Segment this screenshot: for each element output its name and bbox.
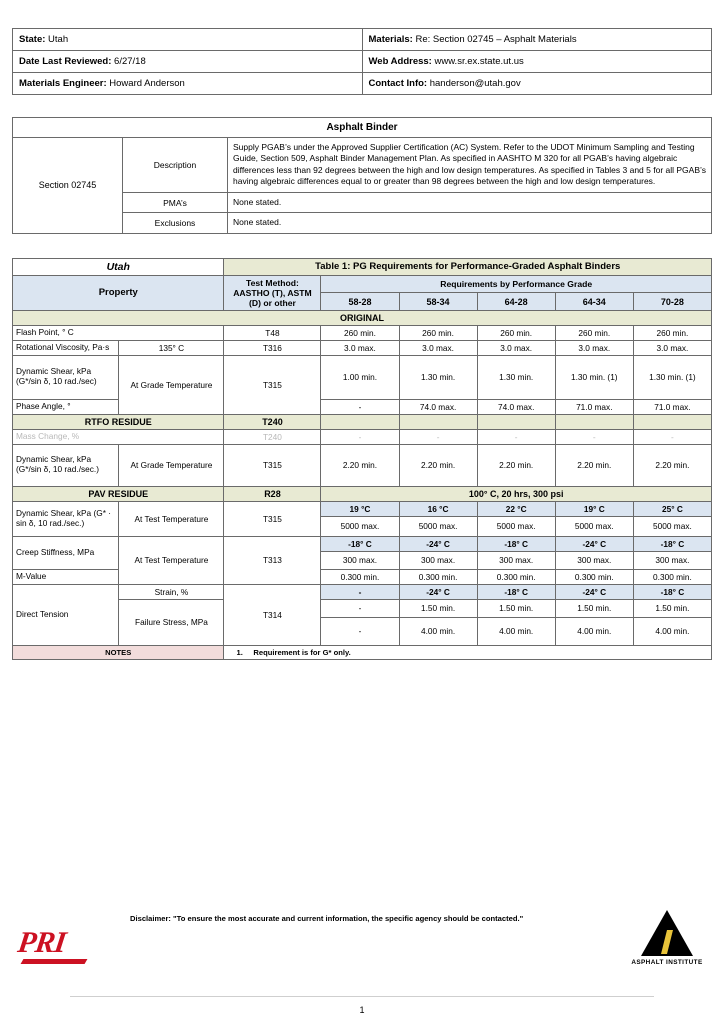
cell-value: 1.00 min.	[321, 355, 399, 399]
cell-value: 3.0 max.	[399, 340, 477, 355]
row-dynamic-shear-orig-label: Dynamic Shear, kPa (G*/sin δ, 10 rad./sec)	[13, 355, 119, 399]
cell-temp: -	[321, 584, 399, 599]
band-notes: NOTES	[13, 645, 224, 659]
row-dynamic-shear-pav-condition: At Test Temperature	[119, 501, 224, 536]
header-value: Utah	[48, 34, 69, 45]
cell-value: 3.0 max.	[555, 340, 633, 355]
table-row	[13, 340, 712, 355]
cell-value: 2.20 min.	[555, 444, 633, 486]
pg-state-label: Utah	[13, 258, 224, 275]
cell-temp: 19 °C	[321, 501, 399, 516]
row-creep-stiffness-method: T313	[224, 536, 321, 584]
pg-requirements-header: Requirements by Performance Grade	[321, 275, 712, 293]
cell-value: -	[477, 429, 555, 444]
cell-value: 2.20 min.	[477, 444, 555, 486]
footer-divider	[70, 996, 654, 997]
table-row	[13, 118, 712, 138]
cell-value: -	[555, 429, 633, 444]
row-mass-change-label: Mass Change, %	[13, 429, 224, 444]
cell-value: 0.300 min.	[321, 569, 399, 584]
row-dynamic-shear-orig-condition: At Grade Temperature	[119, 355, 224, 414]
cell-value: 1.50 min.	[477, 599, 555, 617]
table-row	[13, 138, 712, 193]
band-rtfo-method: T240	[224, 414, 321, 429]
cell-value: 2.20 min.	[633, 444, 711, 486]
band-rtfo-filler	[477, 414, 555, 429]
band-rtfo-filler	[321, 414, 399, 429]
asphalt-binder-table	[12, 117, 712, 234]
row-direct-tension-sub-stress: Failure Stress, MPa	[119, 599, 224, 645]
table-row	[13, 51, 712, 73]
pg-grade-header-4: 70-28	[633, 293, 711, 311]
cell-value: 260 min.	[555, 325, 633, 340]
row-direct-tension-method: T314	[224, 584, 321, 645]
table-row	[13, 355, 712, 399]
header-cell-materials-engineer	[13, 73, 363, 95]
band-rtfo-filler	[555, 414, 633, 429]
page-number: 1	[359, 1005, 365, 1015]
cell-value: 2.20 min.	[321, 444, 399, 486]
cell-temp: 16 °C	[399, 501, 477, 516]
row-direct-tension-label: Direct Tension	[13, 584, 119, 645]
cell-value: 1.30 min. (1)	[555, 355, 633, 399]
cell-value: 260 min.	[399, 325, 477, 340]
pg-table-title: Table 1: PG Requirements for Performance-Graded Asphalt Binders	[224, 258, 712, 275]
cell-value: 0.300 min.	[477, 569, 555, 584]
header-label: Date Last Reviewed:	[19, 56, 112, 67]
band-pav-condition: 100° C, 20 hrs, 300 psi	[321, 486, 712, 501]
header-cell-state	[13, 29, 363, 51]
row-m-value-label: M-Value	[13, 569, 119, 584]
binder-pma-value: None stated.	[228, 192, 712, 212]
header-value: Howard Anderson	[109, 78, 185, 89]
pri-logo	[15, 926, 88, 968]
row-rotational-viscosity-method: T316	[224, 340, 321, 355]
page-footer	[12, 900, 712, 1025]
binder-exclusions-value: None stated.	[228, 213, 712, 233]
band-rtfo: RTFO RESIDUE	[13, 414, 224, 429]
cell-value: 5000 max.	[399, 516, 477, 536]
cell-value: 0.300 min.	[555, 569, 633, 584]
cell-value: 300 max.	[321, 551, 399, 569]
cell-value: 260 min.	[477, 325, 555, 340]
cell-temp: -24° C	[399, 536, 477, 551]
binder-description-value: Supply PGAB’s under the Approved Supplier Certification (AC) System. Refer to the UDOT Minimum Sampling and Testing Guide, Section 509, Asphalt Binder Management Plan. As specified in AASHTO M 320 for all PGAB’s having algebraic differences less than 92 degrees between the high and low design temperatures. As specified in Tables 3 and 5 for all PGAB’s having algebraic differences equal to or greater than 98 degrees between the high and low design temperatures.	[228, 138, 712, 193]
slash-icon	[661, 930, 673, 954]
note-number: 1.	[236, 647, 243, 657]
cell-value: 5000 max.	[633, 516, 711, 536]
table-row	[13, 399, 712, 414]
cell-value: -	[321, 599, 399, 617]
row-dynamic-shear-rtfo-label: Dynamic Shear, kPa (G*/sin δ, 10 rad./sec.)	[13, 444, 119, 486]
pg-grade-header-2: 64-28	[477, 293, 555, 311]
cell-value: 1.30 min.	[477, 355, 555, 399]
table-row	[13, 486, 712, 501]
cell-value: 5000 max.	[321, 516, 399, 536]
table-row	[13, 536, 712, 551]
asphalt-institute-name: ASPHALT INSTITUTE	[631, 959, 703, 966]
cell-value: -	[321, 429, 399, 444]
cell-temp: -24° C	[555, 536, 633, 551]
binder-row-label: Exclusions	[123, 213, 228, 233]
band-pav: PAV RESIDUE	[13, 486, 224, 501]
pg-test-method-header: Test Method: AASTHO (T), ASTM (D) or other	[224, 275, 321, 310]
table-row	[13, 569, 712, 584]
cell-value: 5000 max.	[477, 516, 555, 536]
cell-temp: -18° C	[633, 536, 711, 551]
asphalt-binder-title: Asphalt Binder	[13, 118, 712, 138]
row-phase-angle-label: Phase Angle, °	[13, 399, 119, 414]
row-creep-stiffness-condition: At Test Temperature	[119, 536, 224, 584]
table-row	[13, 584, 712, 599]
cell-value: 4.00 min.	[555, 617, 633, 645]
header-cell-materials	[362, 29, 712, 51]
header-value: www.sr.ex.state.ut.us	[434, 56, 524, 67]
band-pav-method: R28	[224, 486, 321, 501]
pri-logo-text: PRI	[15, 926, 68, 959]
cell-value: 0.300 min.	[399, 569, 477, 584]
table-row	[13, 414, 712, 429]
header-value: handerson@utah.gov	[429, 78, 521, 89]
pg-grade-header-0: 58-28	[321, 293, 399, 311]
cell-value: 3.0 max.	[633, 340, 711, 355]
band-original: ORIGINAL	[13, 310, 712, 325]
header-label: Materials:	[368, 34, 413, 45]
table-row	[13, 29, 712, 51]
cell-temp: 19° C	[555, 501, 633, 516]
row-dynamic-shear-pav-label: Dynamic Shear, kPa (G* · sin δ, 10 rad./sec.)	[13, 501, 119, 536]
cell-temp: -18° C	[321, 536, 399, 551]
cell-value: 0.300 min.	[633, 569, 711, 584]
cell-value: 71.0 max.	[555, 399, 633, 414]
cell-value: 260 min.	[633, 325, 711, 340]
cell-value: 4.00 min.	[399, 617, 477, 645]
header-label: Materials Engineer:	[19, 78, 107, 89]
row-dynamic-shear-pav-method: T315	[224, 501, 321, 536]
row-mass-change-method: T240	[224, 429, 321, 444]
table-row	[13, 444, 712, 486]
row-flash-point-label: Flash Point, ° C	[13, 325, 224, 340]
header-label: Contact Info:	[368, 78, 428, 89]
cell-value: 260 min.	[321, 325, 399, 340]
band-rtfo-filler	[399, 414, 477, 429]
cell-temp: 25° C	[633, 501, 711, 516]
cell-temp: -24° C	[399, 584, 477, 599]
header-value: 6/27/18	[114, 56, 146, 67]
cell-value: 300 max.	[633, 551, 711, 569]
row-rotational-viscosity-condition: 135° C	[119, 340, 224, 355]
cell-temp: -18° C	[477, 584, 555, 599]
binder-row-label: PMA’s	[123, 192, 228, 212]
header-cell-date-reviewed	[13, 51, 363, 73]
row-flash-point-method: T48	[224, 325, 321, 340]
cell-value: -	[321, 399, 399, 414]
cell-value: 1.50 min.	[633, 599, 711, 617]
row-creep-stiffness-label: Creep Stiffness, MPa	[13, 536, 119, 569]
header-label: Web Address:	[368, 56, 432, 67]
row-dynamic-shear-orig-method: T315	[224, 355, 321, 414]
header-value: Re: Section 02745 – Asphalt Materials	[415, 34, 577, 45]
pg-grade-header-1: 58-34	[399, 293, 477, 311]
cell-value: -	[633, 429, 711, 444]
pg-grade-header-3: 64-34	[555, 293, 633, 311]
cell-temp: -24° C	[555, 584, 633, 599]
table-row	[13, 310, 712, 325]
header-cell-contact-info	[362, 73, 712, 95]
disclaimer-text: Disclaimer: "To ensure the most accurate and current information, the specific agency should be contacted."	[130, 914, 524, 923]
notes-content	[224, 645, 712, 659]
header-cell-web-address	[362, 51, 712, 73]
row-dynamic-shear-rtfo-condition: At Grade Temperature	[119, 444, 224, 486]
triangle-icon	[641, 910, 693, 956]
table-row	[13, 73, 712, 95]
cell-value: 74.0 max.	[477, 399, 555, 414]
table-row	[13, 645, 712, 659]
table-row	[13, 325, 712, 340]
cell-temp: 22 °C	[477, 501, 555, 516]
note-text: Requirement is for G* only.	[253, 647, 351, 657]
cell-value: 3.0 max.	[321, 340, 399, 355]
cell-value: 1.30 min. (1)	[633, 355, 711, 399]
cell-value: 3.0 max.	[477, 340, 555, 355]
band-rtfo-filler	[633, 414, 711, 429]
asphalt-institute-logo	[630, 910, 704, 966]
row-direct-tension-sub-strain: Strain, %	[119, 584, 224, 599]
cell-value: 1.50 min.	[555, 599, 633, 617]
table-row	[13, 501, 712, 516]
cell-value: 4.00 min.	[477, 617, 555, 645]
cell-value: 2.20 min.	[399, 444, 477, 486]
cell-value: 5000 max.	[555, 516, 633, 536]
pg-requirements-table	[12, 258, 712, 660]
binder-section-cell: Section 02745	[13, 138, 123, 234]
table-row	[13, 275, 712, 293]
cell-value: -	[399, 429, 477, 444]
cell-value: -	[321, 617, 399, 645]
cell-value: 300 max.	[555, 551, 633, 569]
cell-temp: -18° C	[477, 536, 555, 551]
binder-row-label: Description	[123, 138, 228, 193]
row-rotational-viscosity-label: Rotational Viscosity, Pa·s	[13, 340, 119, 355]
cell-value: 300 max.	[477, 551, 555, 569]
cell-value: 74.0 max.	[399, 399, 477, 414]
cell-value: 300 max.	[399, 551, 477, 569]
agency-header-table	[12, 28, 712, 95]
pg-property-header: Property	[13, 275, 224, 310]
table-row	[13, 429, 712, 444]
row-dynamic-shear-rtfo-method: T315	[224, 444, 321, 486]
pri-logo-bar	[21, 959, 88, 964]
header-label: State:	[19, 34, 46, 45]
cell-value: 1.30 min.	[399, 355, 477, 399]
cell-value: 71.0 max.	[633, 399, 711, 414]
cell-value: 1.50 min.	[399, 599, 477, 617]
cell-temp: -18° C	[633, 584, 711, 599]
table-row	[13, 258, 712, 275]
cell-value: 4.00 min.	[633, 617, 711, 645]
